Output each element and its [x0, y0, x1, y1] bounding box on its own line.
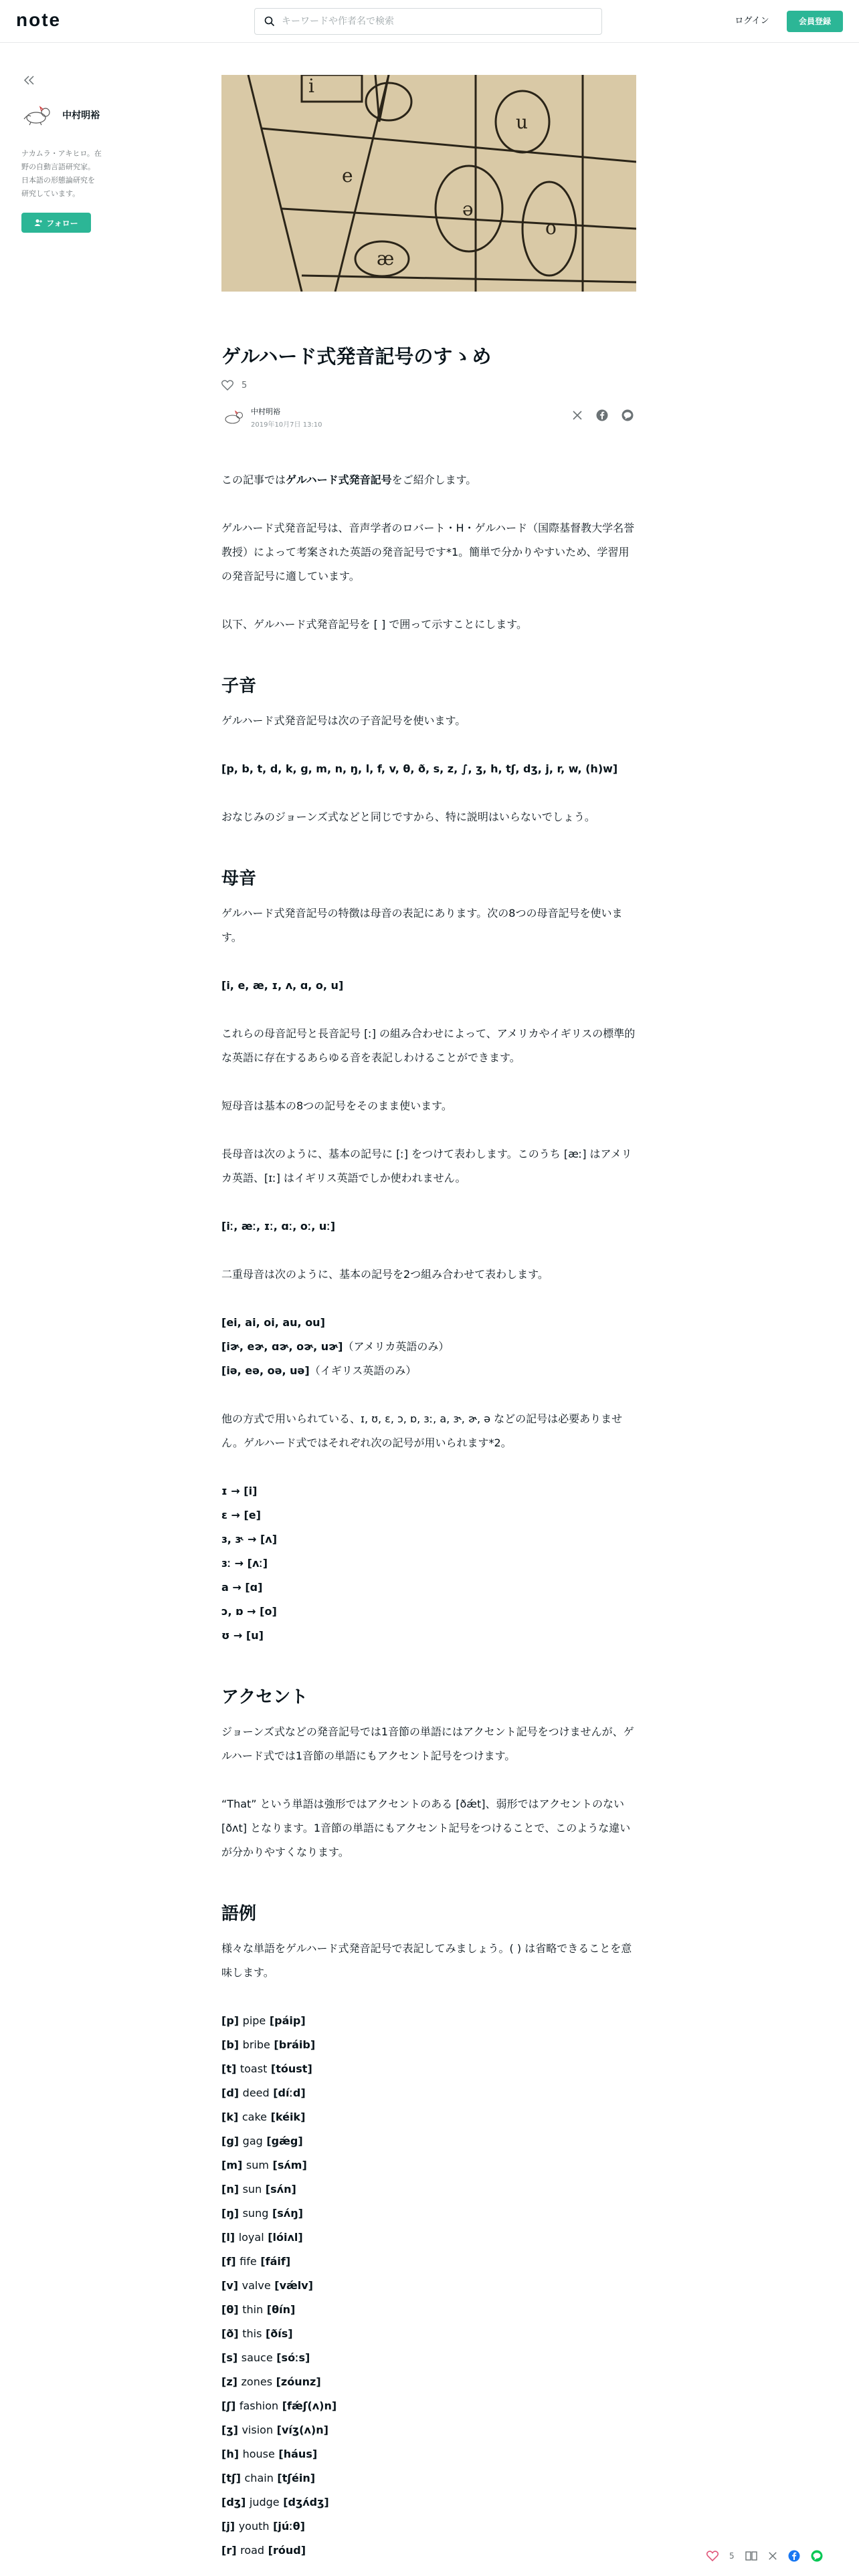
vowel-list: [i, e, æ, ɪ, ʌ, ɑ, o, u] — [221, 979, 344, 992]
paragraph: おなじみのジョーンズ式などと同じですから、特に説明はいらないでしょう。 — [221, 811, 595, 823]
search-box[interactable] — [254, 8, 602, 35]
follow-button[interactable] — [21, 213, 91, 233]
paragraph: ゲルハード式発音記号は次の子音記号を使います。 — [221, 714, 466, 727]
paragraph: 二重母音は次のように、基本の記号を2つ組み合わせて表わします。 — [221, 1268, 549, 1281]
float-like-count[interactable]: 5 — [729, 2551, 735, 2561]
svg-text:e: e — [342, 165, 353, 187]
intro-paragraph: この記事ではゲルハード式発音記号をご紹介します。 — [221, 473, 477, 486]
paragraph: これらの母音記号と長音記号 [ː] の組み合わせによって、アメリカやイギリスの標準的な英語に存在するあらゆる音を表記しわけることができます。 — [221, 1027, 636, 1064]
article-title: ゲルハード式発音記号のすゝめ — [221, 345, 492, 368]
paragraph: ゲルハード式発音記号は、音声学者のロバート・H・ゲルハード（国際基督教大学名誉教授）によって考案された英語の発音記号です*1。簡単で分かりやすいため、学習用の発音記号に適しています。 — [221, 522, 635, 582]
facebook-share-icon[interactable] — [596, 409, 608, 421]
byline — [221, 404, 636, 431]
example-item: [m] sum [sʌ́m] — [221, 2159, 307, 2171]
article — [221, 75, 636, 2576]
example-item: [d] deed [díːd] — [221, 2086, 306, 2099]
svg-text:i: i — [308, 75, 314, 97]
list-item: ɜː → [ʌː] — [221, 1557, 268, 1570]
example-item: [h] house [háus] — [221, 2448, 318, 2460]
like-area — [221, 380, 636, 391]
example-item: [f] fife [fáif] — [221, 2255, 291, 2268]
example-item: [dʒ] judge [dʒʌ́dʒ] — [221, 2496, 329, 2508]
paragraph: ゲルハード式発音記号の特徴は母音の表記にあります。次の8つの母音記号を使います。 — [221, 907, 623, 944]
floating-action-bar — [706, 2547, 854, 2565]
byline-avatar[interactable] — [221, 409, 246, 426]
svg-text:æ: æ — [377, 247, 395, 270]
login-button[interactable]: ログイン — [735, 16, 769, 26]
search-input[interactable] — [282, 16, 576, 27]
byline-author[interactable]: 中村明裕 — [251, 407, 280, 416]
diphthong-list — [221, 1311, 636, 1383]
x-share-icon[interactable] — [768, 2551, 777, 2561]
hero-image — [221, 75, 636, 292]
consonant-list: [p, b, t, d, k, g, m, n, ŋ, l, f, v, θ, ð, s, z, ∫, ʒ, h, tʃ, dʒ, j, r, w, (h)w] — [221, 762, 618, 775]
publish-date: 2019年10月7日 13:10 — [251, 421, 322, 429]
top-bar — [0, 0, 859, 43]
example-item: [p] pipe [páip] — [221, 2014, 306, 2027]
x-share-icon[interactable] — [572, 410, 583, 421]
example-item: [k] cake [kéik] — [221, 2111, 306, 2123]
example-item: [n] sun [sʌ́n] — [221, 2183, 296, 2195]
heading-vowels: 母音 — [221, 869, 257, 889]
example-item: [b] bribe [bráib] — [221, 2038, 316, 2051]
example-item: [θ] thin [θín] — [221, 2303, 296, 2316]
article-body — [221, 468, 636, 2563]
example-item: [v] valve [vǽlv] — [221, 2279, 313, 2292]
like-count[interactable]: 5 — [242, 380, 248, 391]
example-item: [s] sauce [sóːs] — [221, 2351, 310, 2364]
svg-text:ə: ə — [462, 198, 474, 220]
list-item: [iɚ, eɚ, ɑɚ, oɚ, uɚ]（アメリカ英語のみ） — [221, 1340, 450, 1353]
author-avatar[interactable] — [21, 104, 54, 126]
author-name[interactable]: 中村明裕 — [62, 110, 100, 121]
heading-accent: アクセント — [221, 1687, 308, 1707]
example-item: [ʒ] vision [víʒ(ʌ)n] — [221, 2424, 328, 2436]
example-list — [221, 2009, 636, 2563]
example-item: [z] zones [zóunz] — [221, 2375, 321, 2388]
heading-examples: 語例 — [221, 1904, 257, 1924]
heart-icon[interactable] — [221, 380, 233, 391]
example-item: [ð] this [ðís] — [221, 2327, 293, 2340]
heading-consonants: 子音 — [221, 676, 257, 696]
heart-icon[interactable] — [706, 2551, 719, 2561]
list-item: a → [ɑ] — [221, 1581, 263, 1594]
symbol-mapping-list — [221, 1479, 636, 1648]
list-item: [ei, ai, oi, au, ou] — [221, 1316, 325, 1329]
list-item: ʊ → [u] — [221, 1629, 264, 1642]
paragraph: “That” という単語は強形ではアクセントのある [ðǽt]、弱形ではアクセントのない [ðʌt] となります。1音節の単語にもアクセント記号をつけることで、このような違いが分かりやすくなります。 — [221, 1798, 631, 1858]
paragraph: 長母音は次のように、基本の記号に [ː] をつけて表わします。このうち [æː] はアメリカ英語、[ɪː] はイギリス英語でしか使われません。 — [221, 1148, 632, 1184]
paragraph: ジョーンズ式などの発音記号では1音節の単語にはアクセント記号をつけませんが、ゲルハード式では1音節の単語にもアクセント記号をつけます。 — [221, 1725, 634, 1762]
signup-button[interactable]: 会員登録 — [787, 11, 843, 32]
list-item: [iə, eə, oə, uə]（イギリス英語のみ） — [221, 1364, 417, 1377]
line-share-icon[interactable] — [622, 409, 634, 421]
example-item: [t] toast [tóust] — [221, 2062, 312, 2075]
paragraph: 様々な単語をゲルハード式発音記号で表記してみましょう。( ) は省略できることを意味します。 — [221, 1942, 632, 1979]
long-vowel-list: [iː, æː, ɪː, ɑː, oː, uː] — [221, 1220, 336, 1232]
example-item: [ʃ] fashion [fǽʃ(ʌ)n] — [221, 2399, 337, 2412]
list-item: ɜ, ɝ → [ʌ] — [221, 1533, 278, 1545]
share-buttons — [572, 409, 634, 421]
example-item: [g] gag [gǽg] — [221, 2135, 303, 2147]
author-bio: ナカムラ・アキヒロ。在野の自動言語研究家。日本語の形態論研究を研究しています。 — [21, 149, 102, 198]
add-user-icon — [34, 219, 42, 227]
list-item: ɔ, ɒ → [o] — [221, 1605, 277, 1618]
magazine-icon[interactable] — [745, 2551, 757, 2561]
paragraph: 以下、ゲルハード式発音記号を [ ] で囲って示すことにします。 — [221, 618, 528, 631]
paragraph: 他の方式で用いられている、ɪ, ʊ, ɛ, ɔ, ɒ, ɜː, a, ɝ, ɚ, ə などの記号は必要ありません。ゲルハード式ではそれぞれ次の記号が用いられます*2。 — [221, 1412, 623, 1449]
search-icon — [264, 16, 275, 27]
list-item: ɪ → [i] — [221, 1485, 258, 1497]
example-item: [tʃ] chain [tʃéin] — [221, 2472, 316, 2484]
note-logo[interactable]: note — [16, 9, 62, 30]
svg-text:u: u — [516, 111, 529, 133]
example-item: [j] youth [júːθ] — [221, 2520, 305, 2533]
example-item: [l] loyal [lóiʌl] — [221, 2231, 303, 2244]
paragraph: 短母音は基本の8つの記号をそのまま使います。 — [221, 1099, 452, 1112]
author-sidebar — [21, 104, 142, 233]
svg-text:o: o — [545, 217, 557, 239]
facebook-share-icon[interactable] — [788, 2550, 800, 2562]
line-share-icon[interactable] — [811, 2550, 823, 2562]
follow-label: フォロー — [46, 218, 78, 228]
list-item: ɛ → [e] — [221, 1509, 261, 1521]
example-item: [ŋ] sung [sʌ́ŋ] — [221, 2207, 303, 2220]
example-item: [r] road [róud] — [221, 2544, 306, 2557]
collapse-sidebar-icon[interactable] — [23, 74, 36, 87]
